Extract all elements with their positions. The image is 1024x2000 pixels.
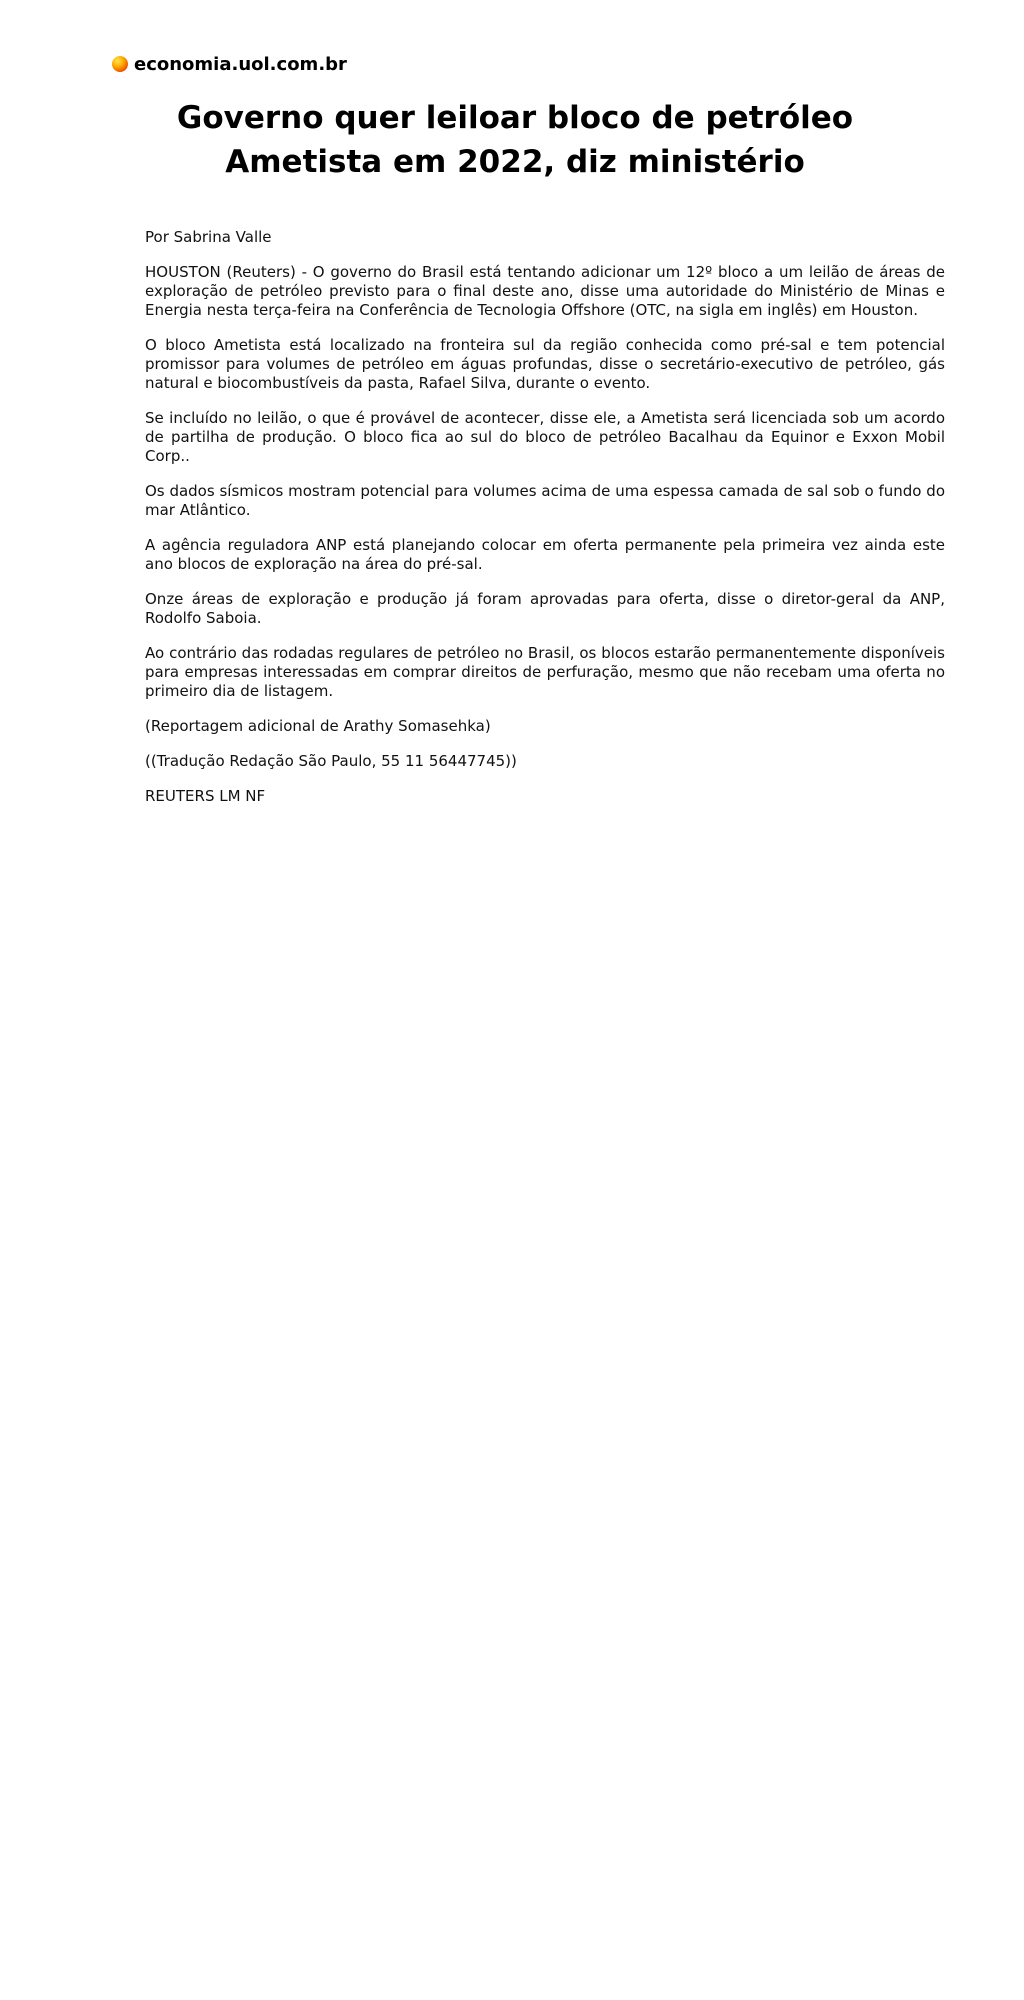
article-paragraph: Ao contrário das rodadas regulares de petróleo no Brasil, os blocos estarão permanentemente disponíveis para empresas interessadas em comprar direitos de perfuração, mesmo que não recebam uma oferta no primeiro dia de listagem. xyxy=(145,644,945,700)
article-title: Governo quer leiloar bloco de petróleo Ametista em 2022, diz ministério xyxy=(176,100,854,180)
site-header xyxy=(112,50,347,78)
additional-reporting: (Reportagem adicional de Arathy Somasehka) xyxy=(145,717,491,735)
article-paragraph: Os dados sísmicos mostram potencial para volumes acima de uma espessa camada de sal sob o fundo do mar Atlântico. xyxy=(145,482,945,519)
article-body xyxy=(145,228,945,822)
agency-signoff: REUTERS LM NF xyxy=(145,787,266,805)
uol-sphere-icon xyxy=(112,56,128,72)
article-paragraph: Se incluído no leilão, o que é provável de acontecer, disse ele, a Ametista será licenciada sob um acordo de partilha de produção. O bloco fica ao sul do bloco de petróleo Bacalhau da Equinor e Exxon Mobil Corp.. xyxy=(145,409,945,465)
translation-credit: ((Tradução Redação São Paulo, 55 11 56447745)) xyxy=(145,752,517,770)
article-paragraph: O bloco Ametista está localizado na fronteira sul da região conhecida como pré-sal e tem potencial promissor para volumes de petróleo em águas profundas, disse o secretário-executivo de petróleo, gás natural e biocombustíveis da pasta, Rafael Silva, durante o evento. xyxy=(145,336,945,392)
article-paragraph: Onze áreas de exploração e produção já foram aprovadas para oferta, disse o diretor-geral da ANP, Rodolfo Saboia. xyxy=(145,590,945,627)
article-byline: Por Sabrina Valle xyxy=(145,228,272,246)
site-name[interactable]: economia.uol.com.br xyxy=(134,53,347,75)
article-paragraph: HOUSTON (Reuters) - O governo do Brasil está tentando adicionar um 12º bloco a um leilão de áreas de exploração de petróleo previsto para o final deste ano, disse uma autoridade do Ministério de Minas e Energia nesta terça-feira na Conferência de Tecnologia Offshore (OTC, na sigla em inglês) em Houston. xyxy=(145,263,945,319)
article-paragraph: A agência reguladora ANP está planejando colocar em oferta permanente pela primeira vez ainda este ano blocos de exploração na área do pré-sal. xyxy=(145,536,945,573)
